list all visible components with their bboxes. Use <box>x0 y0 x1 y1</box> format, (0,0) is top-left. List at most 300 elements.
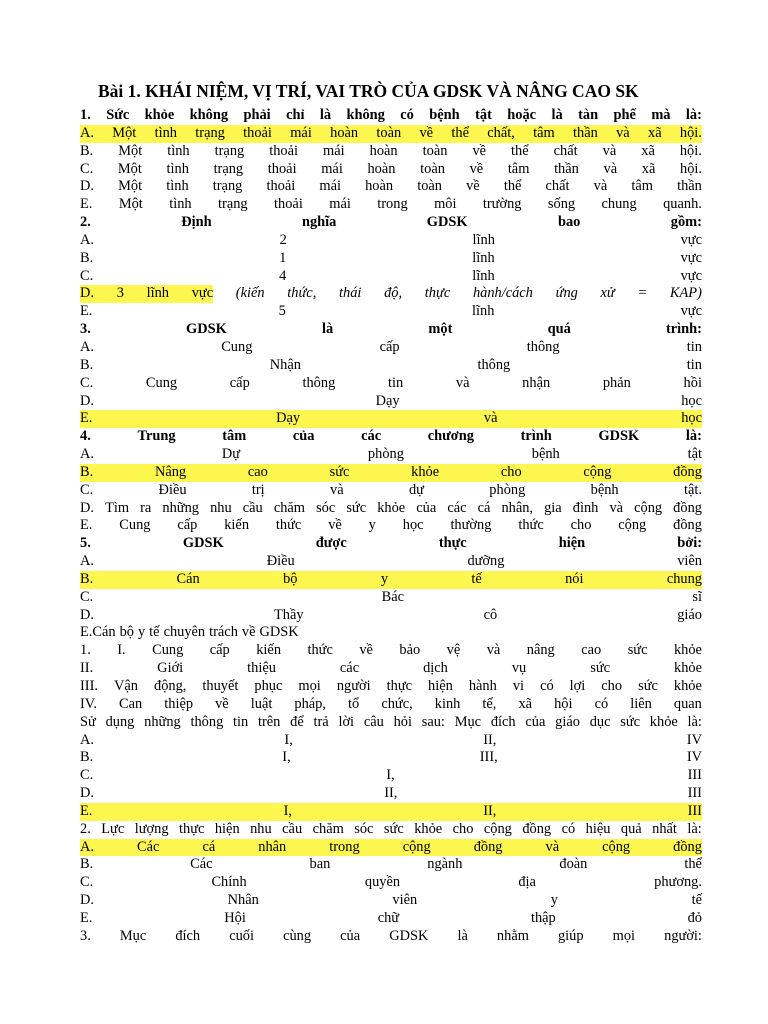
word: khỏe <box>674 660 702 677</box>
word: đoàn <box>559 856 588 873</box>
word: tật <box>475 107 492 123</box>
word: thể <box>503 178 522 195</box>
word: kiến <box>224 517 250 534</box>
word: E. <box>80 303 93 320</box>
word: trạng <box>212 178 243 195</box>
word: thường <box>450 517 492 534</box>
word: tâm <box>507 160 530 177</box>
word: sức <box>346 499 367 516</box>
word: Một <box>112 124 137 141</box>
word: tâm <box>533 124 555 141</box>
word: hiện <box>428 678 453 694</box>
word: 2. <box>80 214 91 231</box>
word: quả <box>620 820 642 837</box>
word: Trung <box>137 428 176 445</box>
word: C. <box>80 874 94 891</box>
word: lĩnh <box>472 249 495 266</box>
word: cộng <box>618 517 647 534</box>
word: C. <box>80 160 94 177</box>
word: cộng <box>402 838 431 855</box>
text-line <box>80 856 702 874</box>
word: II. <box>80 660 94 677</box>
word: thoải <box>243 124 272 141</box>
text-line <box>80 660 702 678</box>
word: thông <box>190 713 224 730</box>
text-line <box>80 500 702 518</box>
word: C. <box>80 767 94 784</box>
word: có <box>540 678 554 694</box>
word: sóc <box>354 820 374 837</box>
word: viên <box>392 892 418 909</box>
word: và <box>593 178 608 195</box>
word: Lực <box>101 820 125 837</box>
word: y <box>380 570 389 587</box>
word: Sử <box>80 713 96 730</box>
word: độ, <box>384 285 403 302</box>
word: thể <box>684 856 702 873</box>
word: khỏe <box>377 499 406 516</box>
word: C. <box>80 588 94 605</box>
word: Điều <box>158 481 187 498</box>
word: lợi <box>569 678 586 694</box>
word: bệnh <box>590 481 619 498</box>
word: trình: <box>666 321 702 338</box>
text-line <box>80 553 702 571</box>
word: là: <box>687 820 702 837</box>
word: để <box>290 713 304 730</box>
word: quanh. <box>663 196 702 213</box>
word: chất <box>553 142 578 159</box>
word: Dự <box>221 446 241 463</box>
word: cộng <box>602 838 631 855</box>
word: vực <box>680 303 702 320</box>
word: vụ <box>511 660 527 677</box>
word: 1 <box>279 249 287 266</box>
word: dịch <box>423 660 448 677</box>
word: hội. <box>679 142 702 159</box>
text-line <box>80 250 702 268</box>
word: cấp <box>209 642 230 659</box>
word: bởi: <box>677 535 702 552</box>
word: thức, <box>287 285 317 302</box>
word: tổ <box>348 695 360 712</box>
word: học <box>681 392 702 409</box>
word: II, <box>384 785 398 802</box>
word: sức <box>627 642 648 659</box>
word: bộ <box>283 570 298 587</box>
word: Mục <box>454 713 482 730</box>
word: A. <box>80 338 94 355</box>
word: Một <box>118 142 143 159</box>
word: 3. <box>80 321 91 338</box>
word: thoải <box>274 196 303 213</box>
word: trên <box>258 713 281 730</box>
text-line <box>80 874 702 892</box>
word: người: <box>664 927 702 944</box>
word: tâm <box>222 428 247 445</box>
word: đỏ <box>687 909 702 926</box>
word: và <box>545 838 560 855</box>
word: Dạy <box>375 392 400 409</box>
word: IV <box>686 749 702 766</box>
word: chuyên <box>163 624 206 641</box>
word: khỏe <box>144 107 175 123</box>
word: vực <box>680 249 702 266</box>
word: tế <box>149 624 160 641</box>
word: câu <box>363 713 384 730</box>
word: mà <box>651 107 671 123</box>
word: chất <box>545 178 570 195</box>
word: không <box>189 107 229 123</box>
text-line <box>80 928 702 946</box>
word: C. <box>80 267 94 284</box>
word: cho <box>601 678 623 694</box>
word: về <box>466 178 480 195</box>
word: lĩnh <box>472 231 495 248</box>
text-line <box>80 892 702 910</box>
word: C. <box>80 481 94 498</box>
word: bệnh <box>429 107 460 123</box>
text-line <box>80 821 702 839</box>
text-line <box>80 428 702 446</box>
word: D. <box>80 392 94 409</box>
word: trị <box>251 481 265 498</box>
word: những <box>162 499 199 516</box>
word: Một <box>118 178 143 195</box>
word: nâng <box>526 642 555 659</box>
word: về <box>359 642 373 659</box>
word: khỏe <box>673 642 702 659</box>
word: D. <box>80 892 94 909</box>
word: là <box>551 107 563 123</box>
word: B. <box>80 749 94 766</box>
text-line <box>80 517 702 535</box>
text-line <box>80 767 702 785</box>
word: y <box>137 624 146 641</box>
word: và <box>483 410 498 427</box>
word: thức <box>275 517 302 534</box>
word: Mục <box>119 927 147 944</box>
word: đồng <box>673 463 702 480</box>
word: Cung <box>221 338 253 355</box>
word: mái <box>319 178 341 195</box>
word: viên <box>677 553 702 570</box>
word: III. <box>80 678 98 694</box>
word: thông <box>302 374 336 391</box>
word: cao <box>581 642 602 659</box>
word: nghĩa <box>301 214 337 231</box>
word: về <box>328 517 342 534</box>
word: ra <box>140 499 152 516</box>
word: các <box>361 428 382 445</box>
word: trong <box>377 196 408 213</box>
word: Cung <box>152 642 184 659</box>
text-line <box>80 607 702 625</box>
word: trạng <box>214 142 245 159</box>
word: về <box>472 142 487 159</box>
text-line <box>80 642 702 660</box>
word: cộng <box>483 820 512 837</box>
word: Một <box>118 196 143 213</box>
word: D. <box>80 178 94 195</box>
word: chức, <box>381 695 413 712</box>
word: dự <box>408 481 424 498</box>
word: tật <box>687 446 702 463</box>
word: đình <box>572 499 599 516</box>
word: toàn <box>420 160 445 177</box>
word: tin <box>387 374 404 391</box>
word: thức <box>518 517 544 534</box>
word: 4 <box>279 267 287 284</box>
word: vực <box>680 267 702 284</box>
word: mọi <box>298 678 321 694</box>
word: quyền <box>364 874 401 891</box>
word: B. <box>80 356 94 373</box>
text-line <box>80 196 702 214</box>
word: lĩnh <box>472 303 495 320</box>
text-line <box>80 161 702 179</box>
text-line <box>80 178 702 196</box>
word: học <box>681 410 702 427</box>
word: các <box>339 660 360 677</box>
word: Can <box>119 695 143 712</box>
word: hoàn <box>367 160 396 177</box>
word: và <box>602 142 617 159</box>
word: hoàn <box>369 142 398 159</box>
word: trong <box>329 838 360 855</box>
word: thực <box>438 535 467 552</box>
word: đồng <box>522 820 552 837</box>
word: là <box>322 321 334 338</box>
word: Cán <box>176 570 200 587</box>
word: hoàn <box>365 178 394 195</box>
word: về <box>241 624 256 641</box>
word: GDSK <box>186 321 227 338</box>
word: Cung <box>145 374 178 391</box>
word: kinh <box>434 695 461 712</box>
word: mái <box>323 142 345 159</box>
word: kiến <box>256 642 282 659</box>
word: toàn <box>376 124 402 141</box>
word: III, <box>479 749 498 766</box>
word: phòng <box>489 481 526 498</box>
word: thực <box>424 285 451 302</box>
word: 4. <box>80 428 91 445</box>
word: hội. <box>679 124 702 141</box>
word: Giới <box>157 660 184 677</box>
word: GDSK <box>426 214 468 231</box>
text-line <box>80 839 702 857</box>
text-line <box>80 910 702 928</box>
word: sức <box>638 678 658 694</box>
word: Vận <box>114 678 138 694</box>
word: thần <box>677 178 702 195</box>
word: cho <box>452 820 474 837</box>
word: là <box>319 107 332 123</box>
word: cá <box>477 499 491 516</box>
word: thể <box>511 142 529 159</box>
word: xã <box>641 160 656 177</box>
word: A. <box>80 124 94 141</box>
word: A. <box>80 231 94 248</box>
word: A. <box>80 446 94 463</box>
word: địa <box>518 874 536 891</box>
word: sĩ <box>692 588 702 605</box>
word: gia <box>544 499 562 516</box>
word: không <box>346 107 385 123</box>
word: cao <box>247 463 268 480</box>
word: phục <box>254 678 283 694</box>
text-line <box>80 393 702 411</box>
word: III <box>687 802 702 819</box>
word: mái <box>329 196 351 213</box>
word: là: <box>687 713 702 730</box>
word: GDSK <box>182 535 224 552</box>
word: xã <box>648 124 662 141</box>
word: (kiến <box>235 285 265 302</box>
word: thái <box>339 285 362 302</box>
text-line <box>80 214 702 232</box>
word: nhất <box>652 820 677 837</box>
word: 2. <box>80 820 91 837</box>
word: 3. <box>80 927 91 944</box>
word: A. <box>80 553 94 570</box>
word: đích <box>490 713 516 730</box>
word: nhu <box>250 820 272 837</box>
word: B. <box>80 856 94 873</box>
word: cộng <box>634 499 663 516</box>
text-line <box>80 143 702 161</box>
word: chữ <box>377 909 400 926</box>
word: phương. <box>654 874 702 891</box>
word: E.Cán <box>80 624 116 641</box>
word: E. <box>80 410 93 427</box>
word: quá <box>547 321 571 338</box>
word: đồng <box>473 838 503 855</box>
word: toàn <box>422 142 448 159</box>
text-line <box>80 410 702 428</box>
word: là: <box>685 107 702 123</box>
text-line <box>80 285 702 303</box>
word: hội. <box>680 160 702 177</box>
word: Nhân <box>227 892 259 909</box>
word: E. <box>80 909 93 926</box>
word: cho <box>570 517 592 534</box>
word: tế, <box>482 695 497 712</box>
word: học <box>402 517 424 534</box>
word: II, <box>483 802 497 819</box>
word: KAP) <box>669 285 702 302</box>
word: thập <box>530 909 556 926</box>
word: có <box>400 107 414 123</box>
word: là <box>457 927 468 944</box>
word: Các <box>190 856 213 873</box>
word: thực <box>179 820 205 837</box>
word: Nâng <box>154 463 187 480</box>
word: xử <box>600 285 615 302</box>
word: cộng <box>583 463 612 480</box>
word: đồng <box>673 499 702 516</box>
word: = <box>637 285 648 302</box>
text-line <box>80 678 702 696</box>
word: cấp <box>229 374 250 391</box>
text-line <box>80 535 702 553</box>
word: hành <box>468 678 497 694</box>
word: khỏe <box>411 463 440 480</box>
word: tế <box>691 892 702 909</box>
word: B. <box>80 570 94 587</box>
word: phòng <box>367 446 404 463</box>
word: thoải <box>267 160 297 177</box>
word: mái <box>290 124 312 141</box>
word: gồm: <box>670 214 702 231</box>
word: bệnh <box>531 446 560 463</box>
word: tình <box>166 178 189 195</box>
word: Bác <box>381 588 404 605</box>
word: chăm <box>312 820 344 837</box>
word: GDSK <box>389 927 429 944</box>
word: IV. <box>80 695 97 712</box>
word: phế <box>613 107 636 123</box>
word: tàn <box>578 107 599 123</box>
word: E. <box>80 802 93 819</box>
word: đích <box>175 927 201 944</box>
word: D. <box>80 785 94 802</box>
word: tình <box>169 196 192 213</box>
text-line <box>80 107 702 125</box>
word: A. <box>80 838 94 855</box>
word: giáo <box>677 606 702 623</box>
word: hồi <box>683 374 702 391</box>
text-line <box>80 571 702 589</box>
word: vi <box>512 678 525 694</box>
word: có <box>561 820 576 837</box>
word: là: <box>685 428 702 445</box>
word: thông <box>477 356 511 373</box>
word: Điều <box>266 553 295 570</box>
word: nhận <box>522 374 551 391</box>
word: phải <box>243 107 271 123</box>
word: xã <box>641 142 655 159</box>
word: 5. <box>80 535 91 552</box>
word: tin <box>233 713 249 730</box>
word: thoải <box>266 178 296 195</box>
word: B. <box>80 142 94 159</box>
word: Hội <box>224 909 246 926</box>
word: trách <box>209 624 238 641</box>
word: bao <box>557 214 581 231</box>
word: trường <box>482 196 522 213</box>
word: I. <box>117 642 126 659</box>
word: tình <box>167 142 190 159</box>
word: II, <box>483 731 497 748</box>
word: dưỡng <box>467 553 505 570</box>
text-line <box>80 268 702 286</box>
word: thiệp <box>164 695 194 712</box>
word: C. <box>80 374 94 391</box>
word: hoàn <box>330 124 359 141</box>
word: về <box>215 695 229 712</box>
word: trạng <box>213 160 244 177</box>
text-line <box>80 303 702 321</box>
word: I, <box>386 767 395 784</box>
word: vực <box>680 231 702 248</box>
word: tình <box>154 124 177 141</box>
text-line <box>80 464 702 482</box>
word: thuyết <box>202 678 239 694</box>
word: cá <box>202 838 216 855</box>
word: khỏe <box>673 678 702 694</box>
